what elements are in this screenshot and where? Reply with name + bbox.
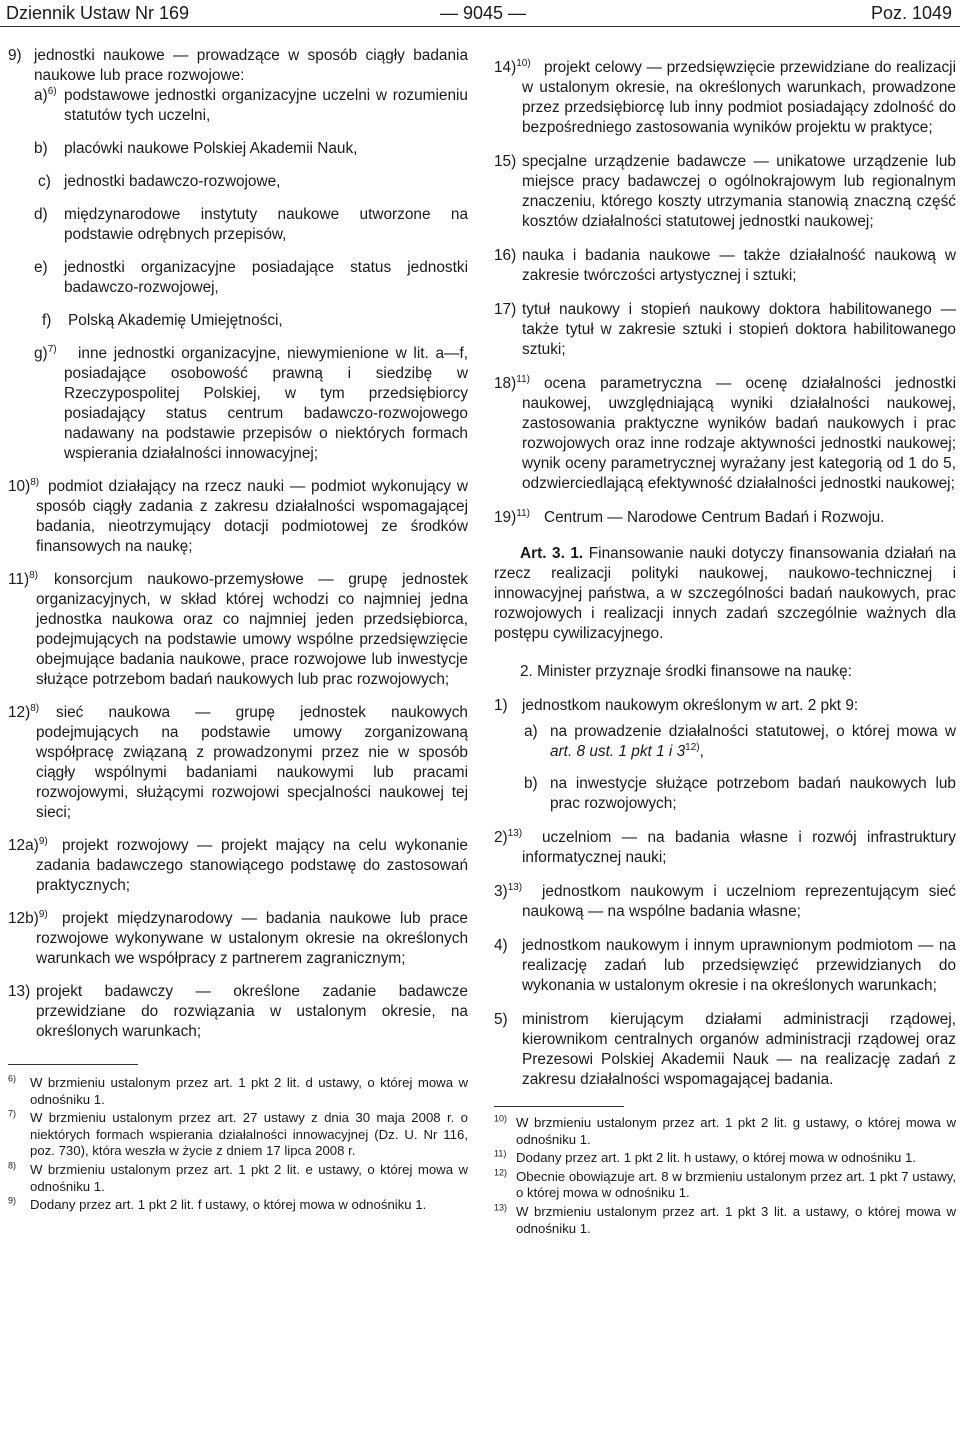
footnote-12: $^{12)}$ Obecnie obowiązuje art. 8 w brzmieniu ustalonym przez art. 1 pkt 7 ustawy, o której mowa w odnośniku 1.: [494, 1167, 956, 1201]
definition-item-11: 11)$^{8)}$ konsorcjum naukowo-przemysłowe — grupę jednostek organizacyjnych, w skład której wchodzi co najmniej jedna jednostka naukowa oraz co najmniej jeden przedsiębiorca, podejmujących na podstawie umowy wspólne przedsięwzięcie obejmujące badania naukowe, prace rozwojowe lub inwestycje służące potrzebom badań naukowych lub prac rozwojowych;: [8, 569, 468, 688]
definition-item-10: 10)$^{8)}$ podmiot działający na rzecz nauki — podmiot wykonujący w sposób ciągły zadania z zakresu działalności wspomagającej badania, nieotrzymujący dotacji podmiotowej ze środków finansowych na naukę;: [8, 476, 468, 555]
footnote-8: $^{8)}$ W brzmieniu ustalonym przez art. 1 pkt 2 lit. e ustawy, o której mowa w odnośniku 1.: [8, 1160, 468, 1194]
subitem-b: b) placówki naukowe Polskiej Akademii Nauk,: [34, 140, 358, 157]
subitem-g: g)$^{7)}$ inne jednostki organizacyjne, niewymienione w lit. a—f, posiadające osobowość prawną i siedzibę w Rzeczypospolitej Polskiej, w tym przedsiębiorcy posiadający status centrum badawczo-rozwojowego nadawany na podstawie przepisów o niektórych formach wspierania działalności innowacyjnej;: [34, 343, 468, 462]
funding-item-2: 2)$^{13)}$ uczelniom — na badania własne i rozwój infrastruktury informatycznej nauki;: [494, 827, 956, 866]
journal-title: Dziennik Ustaw Nr 169: [6, 3, 190, 23]
funding-item-3: 3)$^{13)}$ jednostkom naukowym i uczelniom reprezentującym sieć naukową — na wspólne badania własne;: [494, 881, 956, 920]
subitem-d: d) międzynarodowe instytuty naukowe utworzone na podstawie odrębnych przepisów,: [34, 206, 468, 243]
funding-item-5: 5) ministrom kierującym działami administracji rządowej, kierownikom centralnych organów administracji rządowej oraz Prezesowi Polskiej Akademii Nauk — na realizację zadań z zakresu działalności wspomagającej badania.: [494, 1011, 956, 1088]
definition-item-16: 16) nauka i badania naukowe — także działalność naukową w zakresie twórczości artystycznej i sztuki;: [494, 247, 956, 284]
definition-item-13: 13) projekt badawczy — określone zadanie badawcze przewidziane do rozwiązania w ustalonym okresie, na określonych warunkach;: [8, 983, 468, 1040]
footnote-rule: [494, 1106, 624, 1107]
right-column: [494, 46, 956, 1237]
page-number: — 9045 —: [440, 3, 527, 23]
article-3-paragraph-1: Art. 3. 1. Finansowanie nauki dotyczy finansowania działań na rzecz realizacji polityki naukowej, naukowo-technicznej i innowacyjnej państwa, a w szczególności badań naukowych, prac rozwojowych i realizacji innych zadań szczególnie ważnych dla postępu cywilizacyjnego.: [494, 545, 956, 642]
left-column: [8, 46, 468, 1214]
footnote-13: $^{13)}$ W brzmieniu ustalonym przez art. 1 pkt 3 lit. a ustawy, o której mowa w odnośniku 1.: [494, 1202, 956, 1236]
subitem-c: c) jednostki badawczo-rozwojowe,: [38, 173, 281, 190]
definition-item-9: 9) jednostki naukowe — prowadzące w sposób ciągły badania naukowe lub prace rozwojowe:: [8, 47, 468, 84]
definition-item-15: 15) specjalne urządzenie badawcze — unikatowe urządzenie lub miejsce pracy badawczej o ogólnokrajowym lub regionalnym znaczeniu, którego koszty utrzymania stanowią znaczną część kosztów działalności statutowej jednostki naukowej;: [494, 153, 956, 230]
footnote-11: $^{11)}$ Dodany przez art. 1 pkt 2 lit. h ustawy, o której mowa w odnośniku 1.: [494, 1148, 916, 1166]
footnote-7: $^{7)}$ W brzmieniu ustalonym przez art. 27 ustawy z dnia 30 maja 2008 r. o niektórych formach wspierania działalności innowacyjnej (Dz. U. Nr 116, poz. 730), która weszła w życie z dniem 17 lipca 2008 r.: [8, 1108, 468, 1159]
header-rule: [0, 26, 960, 27]
definition-item-19: 19)$^{11)}$ Centrum — Narodowe Centrum Badań i Rozwoju.: [494, 507, 885, 526]
subitem-a: a)$^{6)}$ podstawowe jednostki organizacyjne uczelni w rozumieniu statutów tych uczelni,: [34, 85, 468, 124]
footnotes-right: [494, 1106, 956, 1237]
funding-item-1: 1) jednostkom naukowym określonym w art. 2 pkt 9:: [494, 697, 859, 714]
subitem-f: f) Polską Akademię Umiejętności,: [42, 312, 283, 329]
footnote-10: $^{10)}$ W brzmieniu ustalonym przez art. 1 pkt 2 lit. g ustawy, o której mowa w odnośniku 1.: [494, 1113, 956, 1147]
definition-item-18: 18)$^{11)}$ ocena parametryczna — ocenę działalności jednostki naukowej, uwzględniającą wyniki działalności naukowej, zastosowania praktyczne wyników badań naukowych i prac rozwojowych oraz inne rodzaje aktywności jednostki naukowej; wynik oceny parametrycznej wyrażany jest kategorią od 1 do 5, odzwierciedlającą efektywność działalności jednostki naukowej;: [494, 373, 956, 492]
funding-subitem-a: a) na prowadzenie działalności statutowej, o której mowa w art. 8 ust. 1 pkt 1 i 3$^{12)}$,: [524, 723, 956, 760]
definition-item-12b: 12b)$^{9)}$ projekt międzynarodowy — badania naukowe lub prace rozwojowe wykonywane w ustalonym okresie na określonych warunkach we współpracy z partnerem zagranicznym;: [8, 908, 468, 967]
footnote-9: $^{9)}$ Dodany przez art. 1 pkt 2 lit. f ustawy, o której mowa w odnośniku 1.: [8, 1195, 427, 1213]
article-3-paragraph-2: 2. Minister przyznaje środki finansowe na naukę:: [520, 663, 852, 680]
footnote-rule: [8, 1064, 138, 1065]
subitem-e: e) jednostki organizacyjne posiadające status jednostki badawczo-rozwojowej,: [34, 259, 468, 296]
footnotes-left: [8, 1064, 468, 1214]
position-number: Poz. 1049: [870, 3, 952, 23]
definition-item-14: 14)$^{10)}$ projekt celowy — przedsięwzięcie przewidziane do realizacji w ustalonym okresie, na określonych warunkach, prowadzone przez przedsiębiorcę lub inny podmiot posiadający zdolność do bezpośredniego zastosowania wyników projektu w praktyce;: [494, 57, 956, 136]
article-heading: Art. 3. 1.: [520, 545, 584, 562]
page-header: [0, 0, 960, 28]
footnote-6: $^{6)}$ W brzmieniu ustalonym przez art. 1 pkt 2 lit. d ustawy, o której mowa w odnośniku 1.: [8, 1073, 468, 1107]
definition-item-17: 17) tytuł naukowy i stopień naukowy doktora habilitowanego — także tytuł w zakresie sztuki i stopień doktora habilitowanego sztuki;: [494, 301, 956, 358]
definition-item-12a: 12a)$^{9)}$ projekt rozwojowy — projekt mający na celu wykonanie zadania badawczego stanowiącego podstawę do zastosowań praktycznych;: [8, 835, 468, 894]
funding-item-4: 4) jednostkom naukowym i innym uprawnionym podmiotom — na realizację zadań lub przedsięwzięć przewidzianych do wykonania w ustalonym okresie i na określonych warunkach;: [494, 937, 956, 994]
definition-item-12: 12)$^{8)}$ sieć naukowa — grupę jednostek naukowych podejmujących na podstawie umowy zorganizowaną współpracę związaną z prowadzonymi przez nie w sposób ciągły wspólnymi badaniami naukowymi lub pracami rozwojowymi, służącymi rozwojowi specjalności naukowej tej sieci;: [8, 702, 468, 821]
funding-subitem-b: b) na inwestycje służące potrzebom badań naukowych lub prac rozwojowych;: [524, 775, 956, 812]
